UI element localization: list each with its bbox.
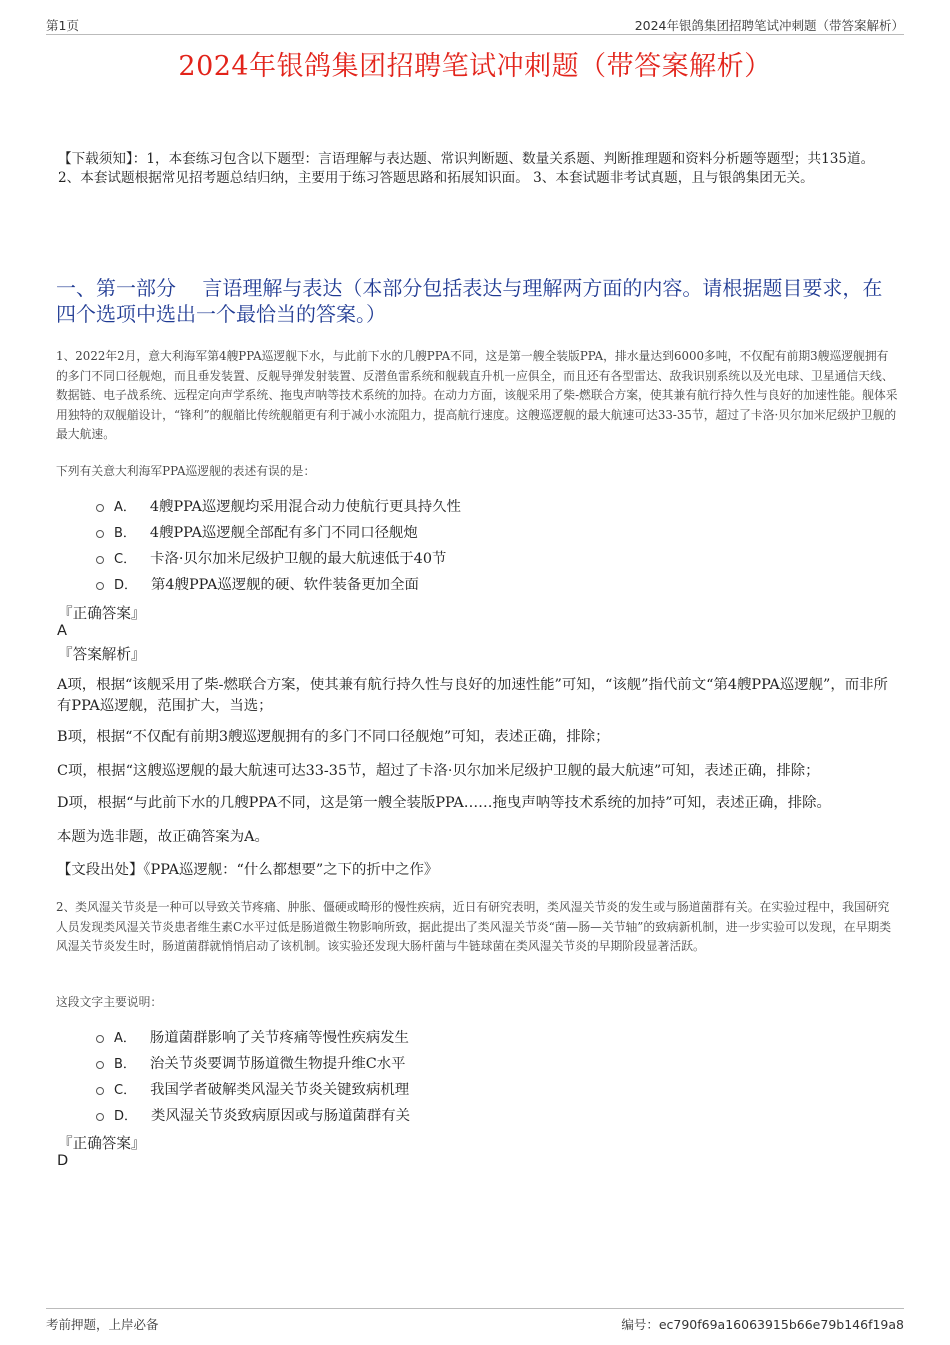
- answer-value: A: [57, 622, 67, 639]
- question-1-text: 1、2022年2月，意大利海军第4艘PPA巡逻舰下水，与此前下水的几艘PPA不同，这是第一艘全装版PPA，排水量达到6000多吨，不仅配有前期3艘巡逻舰拥有的多门不同口径舰炮，而且垂发装置、反舰导弹发射装置、反潜鱼雷系统和舰载直升机一应俱全，而且还有各型雷达、敌我识别系统以及光电球、卫星通信天线、数据链、电子战系统、远程定向声学系统、拖曳声呐等技术系统的加持。在动力方面，该舰采用了柴-燃联合方案，使其兼有航行持久性与良好的加速性能。舰体采用独特的双舰艏设计，“锋利”的舰艏比传统舰艏更有利于减小水流阻力，提高航行速度。这艘巡逻舰的最大航速可达33-35节，超过了卡洛·贝尔加米尼级护卫舰的最大航速。: [56, 349, 898, 441]
- radio-icon[interactable]: [96, 1061, 104, 1069]
- option-d[interactable]: D． 第4艘PPA巡逻舰的硬、软件装备更加全面: [96, 570, 461, 596]
- option-b[interactable]: B． 4艘PPA巡逻舰全部配有多门不同口径舰炮: [96, 518, 461, 544]
- radio-icon[interactable]: [96, 556, 104, 564]
- answer-label: 『正确答案』: [58, 605, 146, 622]
- page-footer: [46, 1308, 904, 1331]
- radio-icon[interactable]: [96, 1113, 104, 1121]
- radio-icon[interactable]: [96, 530, 104, 538]
- question-1-prompt: 下列有关意大利海军PPA巡逻舰的表述有误的是：: [56, 464, 316, 478]
- download-notice: 【下载须知】：1，本套练习包含以下题型：言语理解与表达题、常识判断题、数量关系题、判断推理题和资料分析题等题型；共135道。 2、本套试题根据常见招考题总结归纳，主要用于练习答题思路和拓展知识面。 3、本套试题非考试真题，且与银鸽集团无关。: [58, 151, 875, 186]
- document-code: 编号：ec790f69a16063915b66e79b146f19a8: [621, 1317, 904, 1332]
- footer-slogan: 考前押题，上岸必备: [46, 1317, 159, 1332]
- radio-icon[interactable]: [96, 1035, 104, 1043]
- radio-icon[interactable]: [96, 582, 104, 590]
- radio-icon[interactable]: [96, 1087, 104, 1095]
- header-doc-title: 2024年银鸽集团招聘笔试冲刺题（带答案解析）: [634, 18, 904, 33]
- analysis-label: 『答案解析』: [58, 646, 146, 663]
- question-1-options: [96, 492, 461, 596]
- option-a[interactable]: A． 肠道菌群影响了关节疼痛等慢性疾病发生: [96, 1023, 410, 1049]
- radio-icon[interactable]: [96, 504, 104, 512]
- answer-value: D: [57, 1152, 69, 1169]
- analysis-a: A项，根据“该舰采用了柴-燃联合方案，使其兼有航行持久性与良好的加速性能”可知，“该舰”指代前文“第4艘PPA巡逻舰”，而非所有PPA巡逻舰，范围扩大，当选；: [57, 677, 888, 714]
- page-title: 2024年银鸽集团招聘笔试冲刺题（带答案解析）: [178, 51, 772, 82]
- analysis-b: B项，根据“不仅配有前期3艘巡逻舰拥有的多门不同口径舰炮”可知，表述正确，排除；: [57, 729, 610, 745]
- page-number: 第1页: [46, 18, 79, 33]
- analysis-d: D项，根据“与此前下水的几艘PPA不同，这是第一艘全装版PPA……拖曳声呐等技术系统的加持”可知，表述正确，排除。: [57, 795, 831, 811]
- option-a[interactable]: A． 4艘PPA巡逻舰均采用混合动力使航行更具持久性: [96, 492, 461, 518]
- option-b[interactable]: B． 治关节炎要调节肠道微生物提升维C水平: [96, 1049, 410, 1075]
- option-c[interactable]: C． 我国学者破解类风湿关节炎关键致病机理: [96, 1075, 410, 1101]
- answer-label: 『正确答案』: [58, 1135, 146, 1152]
- question-2-options: [96, 1023, 410, 1127]
- analysis-c: C项，根据“这艘巡逻舰的最大航速可达33-35节，超过了卡洛·贝尔加米尼级护卫舰的最大航速”可知，表述正确，排除；: [57, 763, 820, 779]
- question-2-text: 2、类风湿关节炎是一种可以导致关节疼痛、肿胀、僵硬或畸形的慢性疾病，近日有研究表明，类风湿关节炎的发生或与肠道菌群有关。在实验过程中，我国研究人员发现类风湿关节炎患者维生素C水平过低是肠道微生物影响所致，据此提出了类风湿关节炎“菌—肠—关节轴”的致病新机制，进一步实验可以发现，在早期类风湿关节炎发生时，肠道菌群就悄悄启动了该机制。该实验还发现大肠杆菌与牛链球菌在类风湿关节炎的早期阶段显著活跃。: [56, 900, 892, 953]
- analysis-conclusion: 本题为选非题，故正确答案为A。: [57, 829, 269, 845]
- option-c[interactable]: C． 卡洛·贝尔加米尼级护卫舰的最大航速低于40节: [96, 544, 461, 570]
- question-2-prompt: 这段文字主要说明：: [56, 995, 163, 1009]
- option-d[interactable]: D． 类风湿关节炎致病原因或与肠道菌群有关: [96, 1101, 410, 1127]
- section-heading: 一、第一部分 言语理解与表达（本部分包括表达与理解两方面的内容。请根据题目要求，在四个选项中选出一个最恰当的答案。）: [56, 276, 883, 326]
- text-source: 【文段出处】《PPA巡逻舰：“什么都想要”之下的折中之作》: [57, 862, 439, 878]
- page-header: [46, 14, 904, 35]
